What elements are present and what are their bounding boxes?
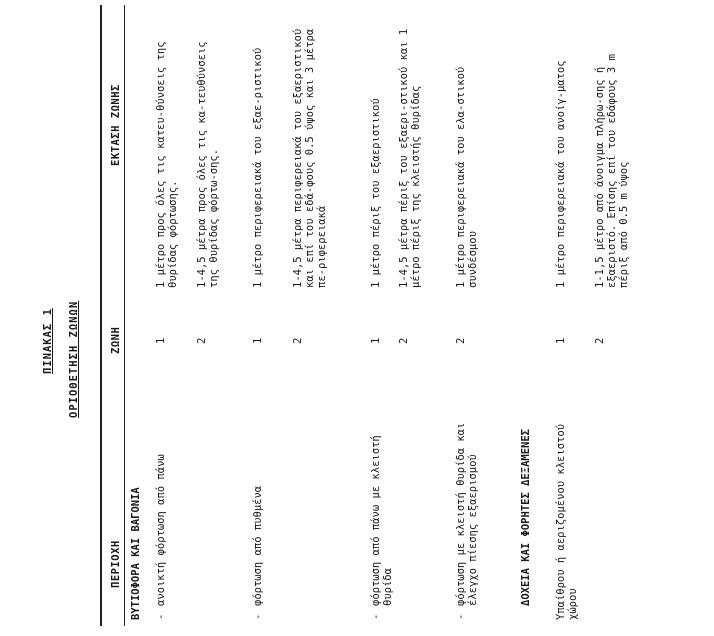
row-extent: 1-4,5 μέτρα πέριξ του εξαερι-στικού και 1 μέτρο πέριξ της κλειστής θυρίδας (398, 28, 422, 288)
table-title: ΠΙΝΑΚΑΣ 1 (42, 308, 54, 374)
row-extent: 1 μέτρο πέριξ του εξαεριστικού (370, 98, 382, 288)
row-area: φόρτωση από πυθμένα (252, 485, 264, 606)
row-extent: 1-1,5 μέτρο από άνοιγμα πλήρω-σης ή εξαεριστό. Επίσης επί του εδάφους 3 m πέριξ από 0.5 m ύψος (594, 54, 630, 288)
row-area: φόρτωση από πάνω με κλειστή θυρίδα (370, 435, 394, 606)
table-subtitle: ΟΡΙΟΘΕΤΗΣΗ ΖΩΝΩΝ (68, 300, 80, 418)
row-dash: - (455, 613, 467, 620)
row-extent: 1 μέτρο περιφερειακά του ανοίγ-ματος (555, 60, 567, 288)
row-zone: 2 (398, 337, 410, 344)
row-zone: 1 (555, 337, 567, 344)
row-extent: 1-4,5 μέτρα προς όλες τις κα-τευθύνσεις της θυρίδας φόρτω-σης. (196, 41, 220, 288)
column-header-zone: ΖΩΝΗ (110, 326, 122, 354)
header-rule (124, 5, 125, 626)
column-header-area: ΠΕΡΙΟΧΗ (110, 540, 122, 588)
row-dash: - (155, 613, 167, 620)
column-header-extent: ΕΚΤΑΣΗ ΖΩΝΗΣ (110, 84, 122, 166)
top-rule (100, 5, 102, 626)
row-zone: 1 (252, 337, 264, 344)
row-extent: 1-4,5 μέτρα περιφερειακά του εξαεριστικού και επί του εδά-φους 0.5 ύψος και 3 μέτρα πε-ριφερειακά (292, 28, 328, 288)
row-extent: 1 μέτρο περιφερειακά του ελα-στικού συνδέσμου (455, 66, 479, 288)
row-dash: - (252, 613, 264, 620)
row-extent: 1 μέτρο προς όλες τις κατευ-θύνσεις της θυρίδας φόρτωσης. (155, 41, 179, 288)
row-area: φόρτωση με κλειστή θυρίδα και έλεγχο πίεσης εξαερισμού (455, 422, 479, 606)
row-zone: 1 (370, 337, 382, 344)
row-area: ανοικτή φόρτωση από πάνω (155, 454, 167, 606)
section-vehicles: ΒΥΤΙΟΦΟΡΑ ΚΑΙ ΒΑΓΟΝΙΑ (130, 487, 142, 620)
row-dash: - (370, 613, 382, 620)
row-zone: 2 (292, 337, 304, 344)
row-zone: 2 (594, 337, 606, 344)
row-zone: 2 (455, 337, 467, 344)
row-zone: 2 (196, 337, 208, 344)
section-containers: ΔΟΧΕΙΑ ΚΑΙ ΦΟΡΗΤΕΣ ΔΕΞΑΜΕΝΕΣ (520, 428, 532, 606)
row-zone: 1 (155, 337, 167, 344)
row-extent: 1 μέτρο περιφερειακά του εξαε-ριστικού (252, 47, 264, 288)
row-area: Υπαίθρου ή αεριζομένου κλειστού χώρου (555, 424, 579, 620)
